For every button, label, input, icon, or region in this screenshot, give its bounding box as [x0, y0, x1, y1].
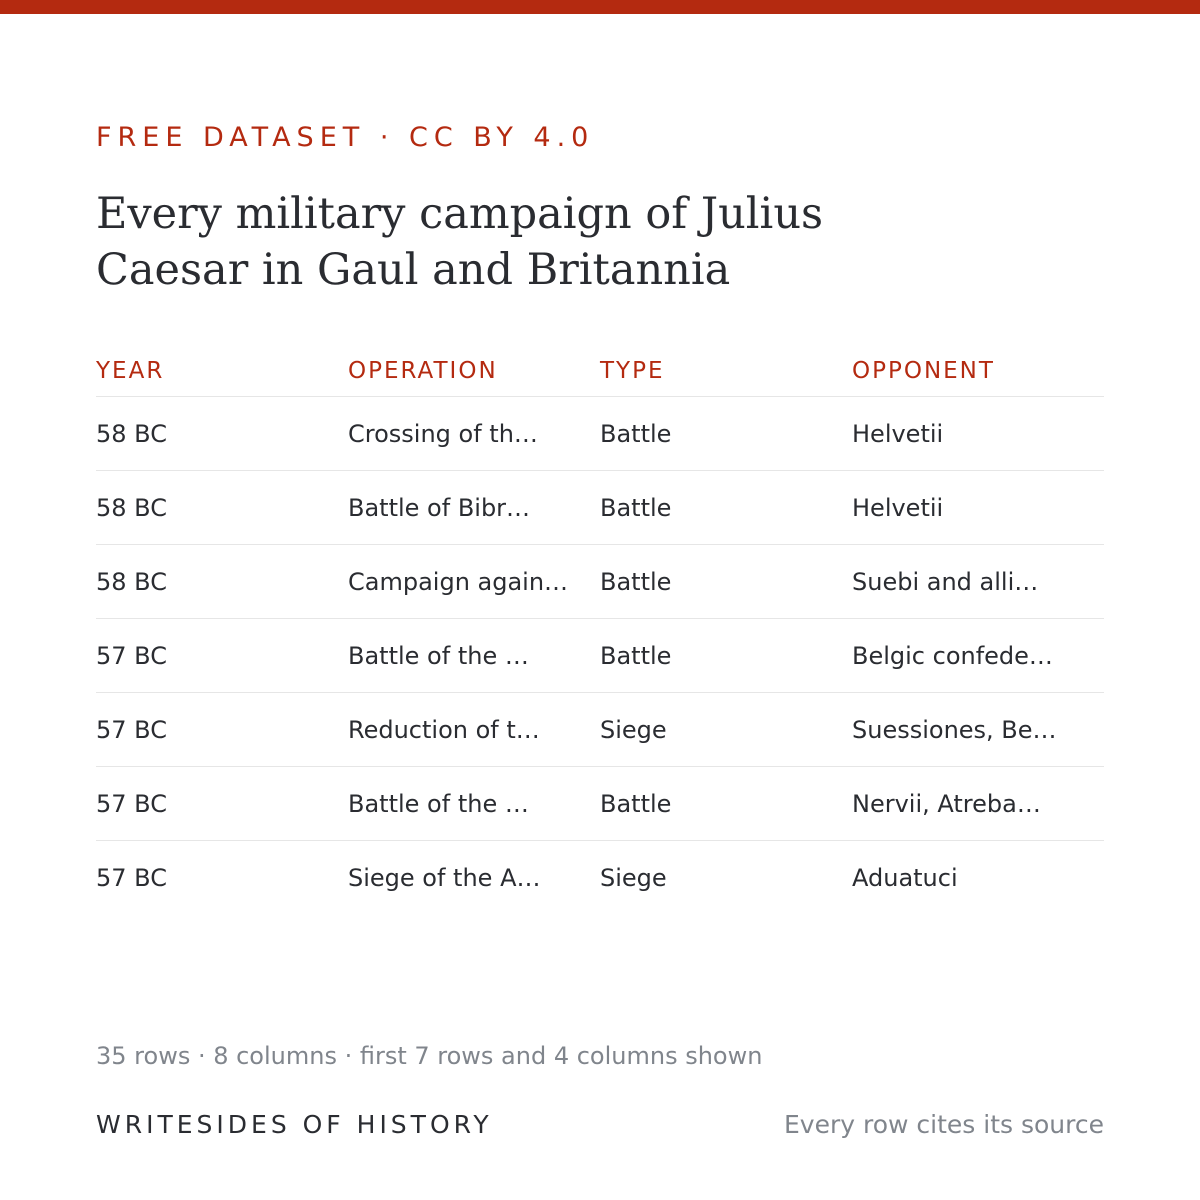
cell-operation: Crossing of th… — [348, 419, 538, 448]
top-accent-bar — [0, 0, 1200, 14]
column-header-type: TYPE — [600, 358, 665, 384]
data-table — [96, 350, 1104, 914]
cell-type: Battle — [600, 789, 672, 818]
cell-operation: Battle of Bibr… — [348, 493, 531, 522]
cell-opponent: Nervii, Atreba… — [852, 789, 1041, 818]
cell-year: 58 BC — [96, 493, 167, 522]
cell-type: Battle — [600, 641, 672, 670]
page-title: Every military campaign of Julius Caesar in Gaul and Britannia — [96, 189, 824, 295]
cell-type: Siege — [600, 715, 667, 744]
cell-opponent: Helvetii — [852, 493, 944, 522]
table-row — [96, 767, 1104, 841]
dataset-summary: 35 rows · 8 columns · first 7 rows and 4 columns shown — [96, 1042, 763, 1070]
cell-type: Siege — [600, 863, 667, 892]
cell-operation: Battle of the … — [348, 789, 529, 818]
dataset-license-label: FREE DATASET · CC BY 4.0 — [96, 122, 595, 153]
table-row — [96, 471, 1104, 545]
cell-opponent: Aduatuci — [852, 863, 958, 892]
cell-type: Battle — [600, 567, 672, 596]
cell-opponent: Helvetii — [852, 419, 944, 448]
cell-opponent: Belgic confede… — [852, 641, 1053, 670]
table-row — [96, 693, 1104, 767]
cell-year: 58 BC — [96, 567, 167, 596]
table-row — [96, 619, 1104, 693]
table-row — [96, 397, 1104, 471]
table-row — [96, 841, 1104, 914]
footer-tagline: Every row cites its source — [784, 1110, 1104, 1139]
cell-operation: Battle of the … — [348, 641, 529, 670]
column-header-year: YEAR — [96, 358, 165, 384]
cell-type: Battle — [600, 493, 672, 522]
cell-year: 57 BC — [96, 789, 167, 818]
cell-operation: Campaign again… — [348, 567, 569, 596]
cell-opponent: Suessiones, Be… — [852, 715, 1057, 744]
publisher-name: WRITESIDES OF HISTORY — [96, 1110, 493, 1139]
cell-year: 57 BC — [96, 641, 167, 670]
table-row — [96, 545, 1104, 619]
cell-operation: Reduction of t… — [348, 715, 540, 744]
column-header-opponent: OPPONENT — [852, 358, 995, 384]
cell-opponent: Suebi and alli… — [852, 567, 1039, 596]
cell-year: 57 BC — [96, 715, 167, 744]
cell-year: 57 BC — [96, 863, 167, 892]
column-header-operation: OPERATION — [348, 358, 498, 384]
cell-type: Battle — [600, 419, 672, 448]
cell-operation: Siege of the A… — [348, 863, 541, 892]
cell-year: 58 BC — [96, 419, 167, 448]
table-header-row — [96, 350, 1104, 397]
